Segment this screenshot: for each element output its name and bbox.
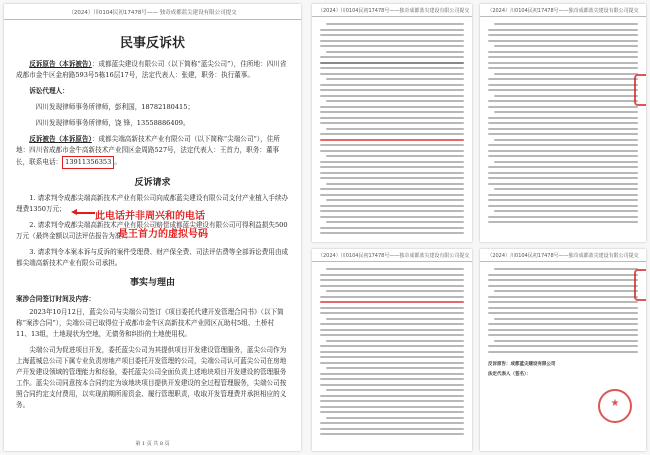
document-page-5: [480, 249, 646, 451]
document-page-4: [312, 249, 472, 451]
claim-item-1: 1. 请求判令成都尖端高新技术产业有限公司向成都蓝尖建设有限公司支付产业植入手续办理费1350万元；: [16, 194, 289, 213]
agent-1: 四川发现律师事务所律师，彭利国，18782180415；: [35, 103, 195, 111]
counter-defendant-text-end: 。: [114, 158, 121, 166]
page-header: （2024）川0104民初17478号——独奇成都蓝尖建设有限公司提交: [312, 4, 472, 17]
counter-defendant-paragraph: [16, 134, 289, 169]
facts-subtitle: 案涉合同签订时间及内容：: [16, 295, 96, 303]
agents-label: 诉讼代理人：: [29, 87, 69, 95]
annotation-arrow: [76, 212, 95, 214]
counter-plaintiff-text: ：成都蓝尖建设有限公司（以下简称“蓝尖公司”），住所地：四川省成都市金牛区金府路593号5栋16层17号，法定代表人：张建，职务：执行董事。: [16, 60, 287, 79]
document-title: 民事反诉状: [119, 36, 185, 51]
facts-title: 事实与理由: [129, 278, 175, 288]
counter-plaintiff-label: 反诉原告（本诉被告）: [29, 60, 92, 68]
claim-item-3: 3. 请求判令本案本诉与反诉的案件受理费、财产保全费、司法评估费等全部诉讼费用由成都尖端高新技术产业有限公司承担。: [16, 248, 289, 267]
claim-item-2: 2. 请求判令成都尖端高新技术产业有限公司赔偿成都蓝尖建设有限公司可得利益损失500万元（最终金额以司法评估报告为准）；: [16, 221, 288, 240]
claims-title: 反诉请求: [134, 178, 171, 188]
page-header: （2024）川0104民初17478号——独奇成都蓝尖建设有限公司提交: [480, 4, 646, 17]
counter-defendant-label: 反诉被告（本诉原告）: [29, 135, 92, 143]
facts-paragraph-1: 2023年10月12日，蓝尖公司与尖端公司签订《项目委托代建开发管理合同书》（以下简称“案涉合同”），尖端公司已取得位于成都市金牛区高新技术产业园区瓦助村5组、土桥村11、13组，土地现状为空地，无债务和纠纷的土地使用权。: [16, 308, 284, 338]
facts-paragraph-2: 尖端公司为促进项目开发，委托蓝尖公司为其提供项目开发建设管理服务，蓝尖公司作为上海蓝城总公司下属专业负责房地产项目委托开发管理的公司，尖端公司认可蓝尖公司在房地产开发建设领域的管理能力和经验，委托蓝尖公司全面负责上述地块项目开发建设的管理服务工作。蓝尖公司同意按本合同约定为该地块项目提供开发建设的全过程管理服务，尖端公司按照合同约定支付费用，以实现前期所需资金、履行管理职责，收取开发管理费并承担相应的义务。: [16, 346, 287, 409]
counter-defendant-text: ：成都尖端高新技术产业有限公司（以下简称“尖端公司”），住所地：四川省成都市金牛高新技术产业园区金周路527号，法定代表人：王首力，职务：董事长，联系电话：: [16, 135, 280, 166]
annotation-text-1: 此电话并非周兴和的电话: [95, 211, 205, 222]
seal-stamp-edge: [634, 74, 646, 106]
company-seal-stamp: [598, 389, 632, 423]
counter-plaintiff-paragraph: [16, 59, 289, 81]
signature-line-2: 法定代表人（签名）：: [488, 371, 531, 377]
page-header: （2024）川0104民初17478号——独奇成都蓝尖建设有限公司提交: [480, 249, 646, 262]
page-header: （2024）川0104民初17478号—— 独奇成都蓝尖建设有限公司提交: [4, 4, 301, 20]
seal-stamp-edge: [634, 269, 646, 301]
page-header: （2024）川0104民初17478号——独奇成都蓝尖建设有限公司提交: [312, 249, 472, 262]
agent-2: 四川发现律师事务所律师，饶 锋，13558886409。: [35, 119, 190, 127]
agents-paragraph: [16, 86, 289, 97]
document-page-3: [480, 4, 646, 242]
document-page-2: [312, 4, 472, 242]
signature-line-1: 反诉原告：成都蓝尖建设有限公司: [488, 361, 556, 367]
page-footer: 第 1 页 共 8 页: [135, 441, 170, 447]
annotation-text-2: 是王首力的虚拟号码: [118, 229, 208, 240]
phone-number-highlight: 13911356353: [62, 156, 114, 169]
